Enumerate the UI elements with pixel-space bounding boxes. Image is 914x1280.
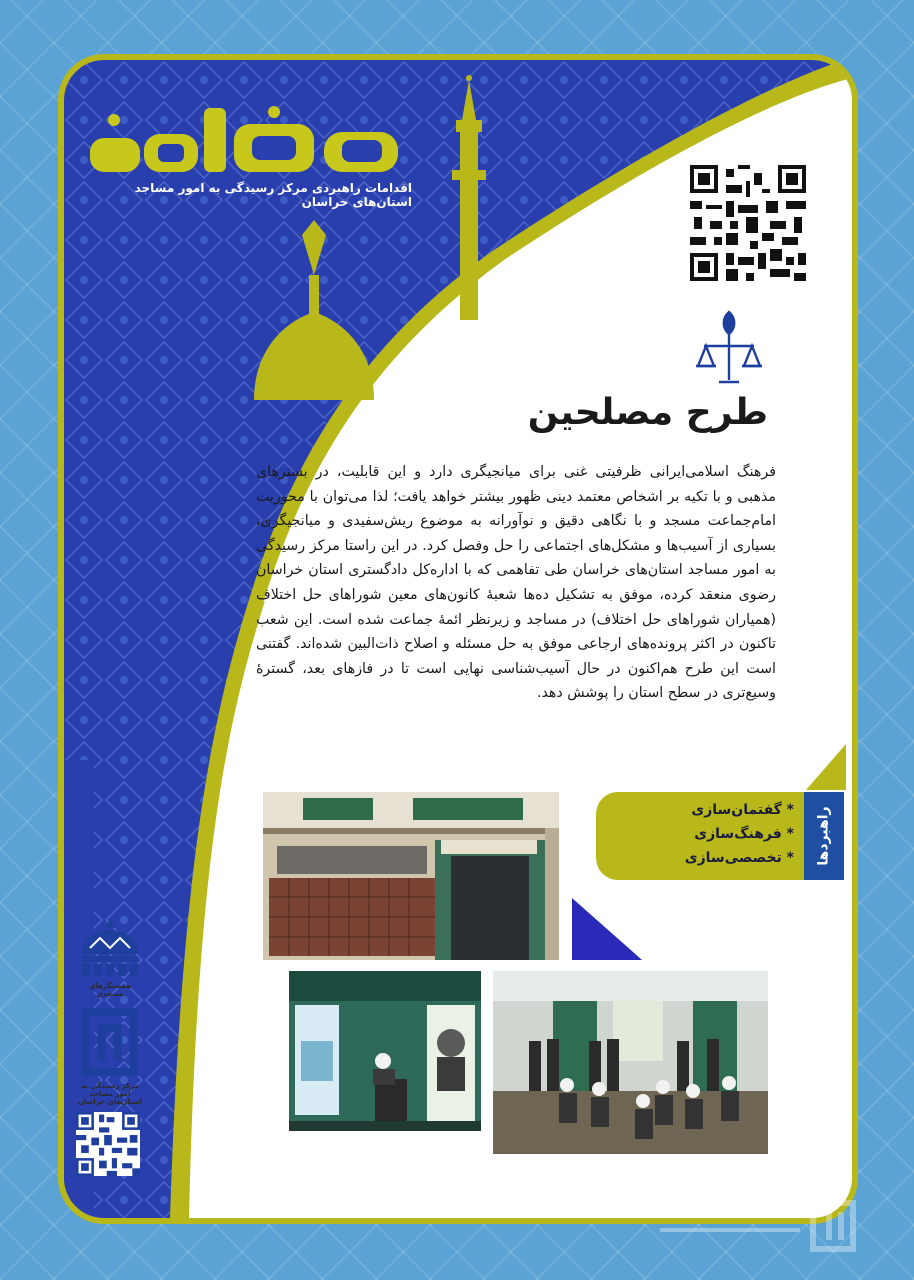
- strategies-list: [606, 798, 794, 870]
- strategies-panel: [596, 792, 846, 880]
- center-logo-icon: [76, 1006, 144, 1078]
- photo-group-clerics: [493, 971, 768, 1154]
- left-logos: [76, 918, 144, 1180]
- center-logo-label: مرکز رسیدگی به امور مساجد استان‌های خراسان: [77, 1082, 143, 1106]
- strategies-pill: [596, 792, 806, 880]
- article-title: طرح مصلحین: [527, 392, 768, 433]
- photo-mosque-entrance: [263, 792, 559, 960]
- strategies-tab: [804, 792, 844, 880]
- strategy-item: * تخصصی‌سازی: [684, 850, 794, 866]
- header-subtitle: اقدامات راهبردی مرکز رسیدگی به امور مساجد استان‌های خراسان: [134, 181, 412, 209]
- strategies-tab-label: راهبردها: [816, 806, 833, 866]
- decor-triangle-blue: [572, 898, 642, 960]
- magazine-logo: [84, 104, 414, 180]
- photo-speech-podium: [289, 971, 481, 1131]
- qr-code[interactable]: [690, 165, 806, 281]
- strategy-item: * گفتمان‌سازی: [691, 802, 794, 818]
- decor-triangle-olive: [806, 744, 846, 790]
- judiciary-emblem-icon: [694, 308, 764, 386]
- watermark-logo: [620, 1196, 860, 1256]
- article-body: فرهنگ اسلامی‌ایرانی ظرفیتی غنی برای میانجیگری دارد و این قابلیت، در بسترهای مذهبی و با تکیه بر اشخاص معتمد دینی ظهور بیشتر خواهد یافت؛ لذا می‌توان با محوریت امام‌جماعت مسجد و با نگاهی دقیق و نوآورانه به موضوع ریش‌سفیدی و میانجیگری، بسیاری از آسیب‌ها و مشکل‌های اجتماعی را حل وفصل کرد. در این راستا مرکز رسیدگی به امور مساجد استان‌های خراسان طی تفاهمی که با اداره‌کل دادگستری استان خراسان رضوی منعقد کرده، موفق به تشکیل ده‌ها شعبهٔ کانون‌های معین شوراهای حل اختلاف (همیاران شوراهای حل اختلاف) در مساجد و زیرنظر ائمهٔ جماعت شده است. این شعب تاکنون در اکثر پرونده‌های ارجاعی موفق به حل مسئله و اصلاح ذات‌البین شده‌اند. گفتنی است این طرح هم‌اکنون در حال آسیب‌شناسی نهایی است تا در فازهای بعد، گسترهٔ وسیع‌تری در سطح استان را پوشش دهد.: [256, 464, 776, 702]
- hamsangar-logo-label: همسنگرهای مسجدی: [89, 982, 131, 998]
- qr-code-small[interactable]: [76, 1112, 140, 1176]
- hamsangar-logo-icon: [76, 918, 144, 978]
- strategy-item: * فرهنگ‌سازی: [694, 826, 794, 842]
